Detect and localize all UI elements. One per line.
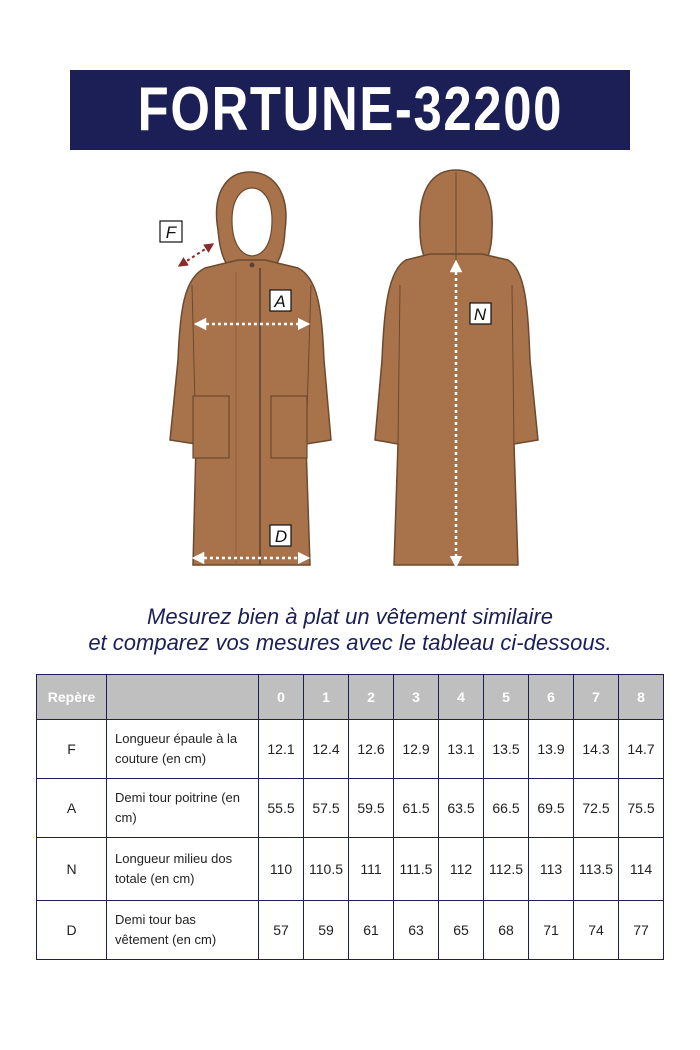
- cell-value: 61: [349, 901, 394, 960]
- table-row: [37, 779, 664, 838]
- marker-n: [470, 303, 491, 324]
- header-size: 5: [484, 675, 529, 720]
- header-size: 2: [349, 675, 394, 720]
- marker-f: [160, 221, 182, 242]
- row-code: N: [37, 838, 107, 901]
- header-size: 8: [619, 675, 664, 720]
- cell-value: 12.4: [304, 720, 349, 779]
- svg-text:D: D: [274, 527, 288, 546]
- cell-value: 14.7: [619, 720, 664, 779]
- cell-value: 59: [304, 901, 349, 960]
- cell-value: 110: [259, 838, 304, 901]
- header-size: 1: [304, 675, 349, 720]
- cell-value: 112: [439, 838, 484, 901]
- svg-text:F: F: [165, 223, 177, 242]
- cell-value: 111.5: [394, 838, 439, 901]
- cell-value: 75.5: [619, 779, 664, 838]
- coat-illustration: [0, 160, 700, 580]
- header-repere: Repère: [37, 675, 107, 720]
- header-size: 0: [259, 675, 304, 720]
- header-size: 7: [574, 675, 619, 720]
- title-banner: [70, 70, 630, 150]
- cell-value: 13.1: [439, 720, 484, 779]
- table-row: [37, 838, 664, 901]
- row-label: Longueur milieu dos totale (en cm): [107, 838, 259, 901]
- coat-back: [375, 170, 538, 565]
- table-header-row: [37, 675, 664, 720]
- cell-value: 55.5: [259, 779, 304, 838]
- cell-value: 12.9: [394, 720, 439, 779]
- product-title: FORTUNE-32200: [137, 75, 563, 144]
- cell-value: 63.5: [439, 779, 484, 838]
- cell-value: 69.5: [529, 779, 574, 838]
- cell-value: 13.9: [529, 720, 574, 779]
- marker-d: [270, 525, 291, 546]
- cell-value: 59.5: [349, 779, 394, 838]
- cell-value: 65: [439, 901, 484, 960]
- row-code: A: [37, 779, 107, 838]
- cell-value: 110.5: [304, 838, 349, 901]
- cell-value: 72.5: [574, 779, 619, 838]
- cell-value: 63: [394, 901, 439, 960]
- svg-text:A: A: [274, 292, 286, 311]
- cell-value: 12.1: [259, 720, 304, 779]
- header-size: 4: [439, 675, 484, 720]
- cell-value: 57: [259, 901, 304, 960]
- table-row: [37, 901, 664, 960]
- cell-value: 66.5: [484, 779, 529, 838]
- table-row: [37, 720, 664, 779]
- cell-value: 113: [529, 838, 574, 901]
- cell-value: 113.5: [574, 838, 619, 901]
- cell-value: 57.5: [304, 779, 349, 838]
- header-size: 6: [529, 675, 574, 720]
- cell-value: 77: [619, 901, 664, 960]
- size-chart-table: [36, 674, 664, 960]
- cell-value: 111: [349, 838, 394, 901]
- row-label: Demi tour bas vêtement (en cm): [107, 901, 259, 960]
- header-size: 3: [394, 675, 439, 720]
- row-label: Demi tour poitrine (en cm): [107, 779, 259, 838]
- cell-value: 112.5: [484, 838, 529, 901]
- cell-value: 74: [574, 901, 619, 960]
- svg-text:N: N: [473, 305, 487, 324]
- cell-value: 71: [529, 901, 574, 960]
- row-code: F: [37, 720, 107, 779]
- shoulder-measure-arrow: [182, 246, 210, 264]
- measuring-instructions: [0, 604, 700, 656]
- row-label: Longueur épaule à la couture (en cm): [107, 720, 259, 779]
- instruction-line-1: Mesurez bien à plat un vêtement similaire: [147, 604, 553, 629]
- row-code: D: [37, 901, 107, 960]
- cell-value: 68: [484, 901, 529, 960]
- header-description: [107, 675, 259, 720]
- instruction-line-2: et comparez vos mesures avec le tableau ci-dessous.: [88, 630, 612, 655]
- cell-value: 13.5: [484, 720, 529, 779]
- cell-value: 12.6: [349, 720, 394, 779]
- cell-value: 114: [619, 838, 664, 901]
- cell-value: 14.3: [574, 720, 619, 779]
- cell-value: 61.5: [394, 779, 439, 838]
- marker-a: [270, 290, 291, 311]
- coat-front: [170, 172, 331, 565]
